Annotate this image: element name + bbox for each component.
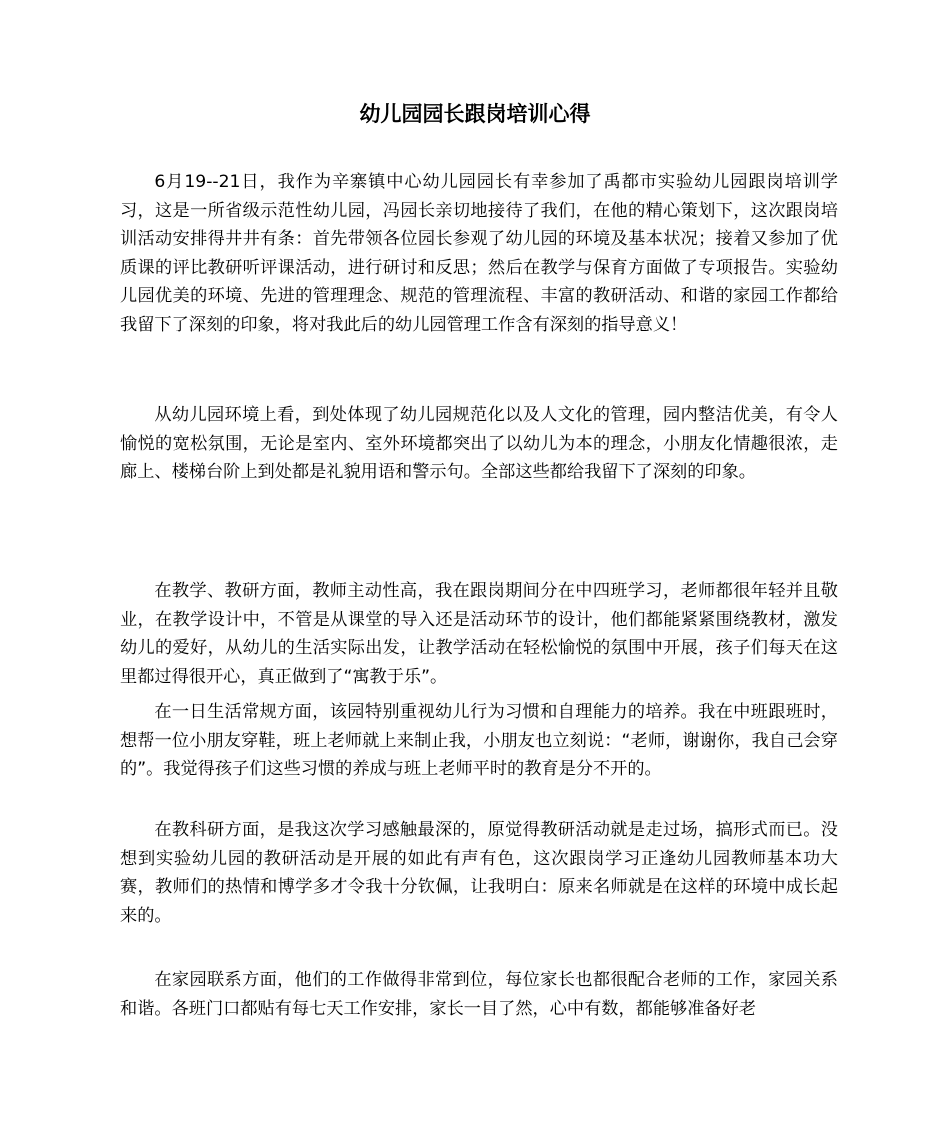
paragraph-scientific-research: 在教科研方面，是我这次学习感触最深的，原觉得教研活动就是走过场，搞形式而已。没想到实验幼儿园的教研活动是开展的如此有声有色，这次跟岗学习正逢幼儿园教师基本功大赛，教师们的热情和博学多才令我十分钦佩，让我明白：原来名师就是在这样的环境中成长起来的。: [120, 820, 838, 926]
paragraph-daily-routine: 在一日生活常规方面，该园特别重视幼儿行为习惯和自理能力的培养。我在中班跟班时，想帮一位小朋友穿鞋，班上老师就上来制止我，小朋友也立刻说：“老师，谢谢你，我自己会穿的”。我觉得孩子们这些习惯的养成与班上老师平时的教育是分不开的。: [120, 702, 838, 780]
document-title: 幼儿园园长跟岗培训心得: [359, 102, 591, 126]
paragraph-teaching-research: 在教学、教研方面，教师主动性高，我在跟岗期间分在中四班学习，老师都很年轻并且敬业，在教学设计中，不管是从课堂的导入还是活动环节的设计，他们都能紧紧围绕教材，激发幼儿的爱好，从幼儿的生活实际出发，让教学活动在轻松愉悦的氛围中开展，孩子们每天在这里都过得很开心，真正做到了“寓教于乐”。: [120, 581, 838, 687]
paragraph-environment: 从幼儿园环境上看，到处体现了幼儿园规范化以及人文化的管理，园内整洁优美，有令人愉悦的宽松氛围，无论是室内、室外环境都突出了以幼儿为本的理念，小朋友化情趣很浓，走廊上、楼梯台阶上到处都是礼貌用语和警示句。全部这些都给我留下了深刻的印象。: [120, 405, 838, 483]
paragraph-home-school-contact: 在家园联系方面，他们的工作做得非常到位，每位家长也都很配合老师的工作，家园关系和谐。各班门口都贴有每七天工作安排，家长一目了然，心中有数，都能够准备好老: [120, 970, 838, 1019]
paragraph-training-overview: 6月19--21日，我作为辛寨镇中心幼儿园园长有幸参加了禹都市实验幼儿园跟岗培训学习，这是一所省级示范性幼儿园，冯园长亲切地接待了我们，在他的精心策划下，这次跟岗培训活动安排得井井有条：首先带领各位园长参观了幼儿园的环境及基本状况；接着又参加了优质课的评比教研听评课活动，进行研讨和反思；然后在教学与保育方面做了专项报告。实验幼儿园优美的环境、先进的管理理念、规范的管理流程、丰富的教研活动、和谐的家园工作都给我留下了深刻的印象，将对我此后的幼儿园管理工作含有深刻的指导意义！: [120, 172, 838, 335]
